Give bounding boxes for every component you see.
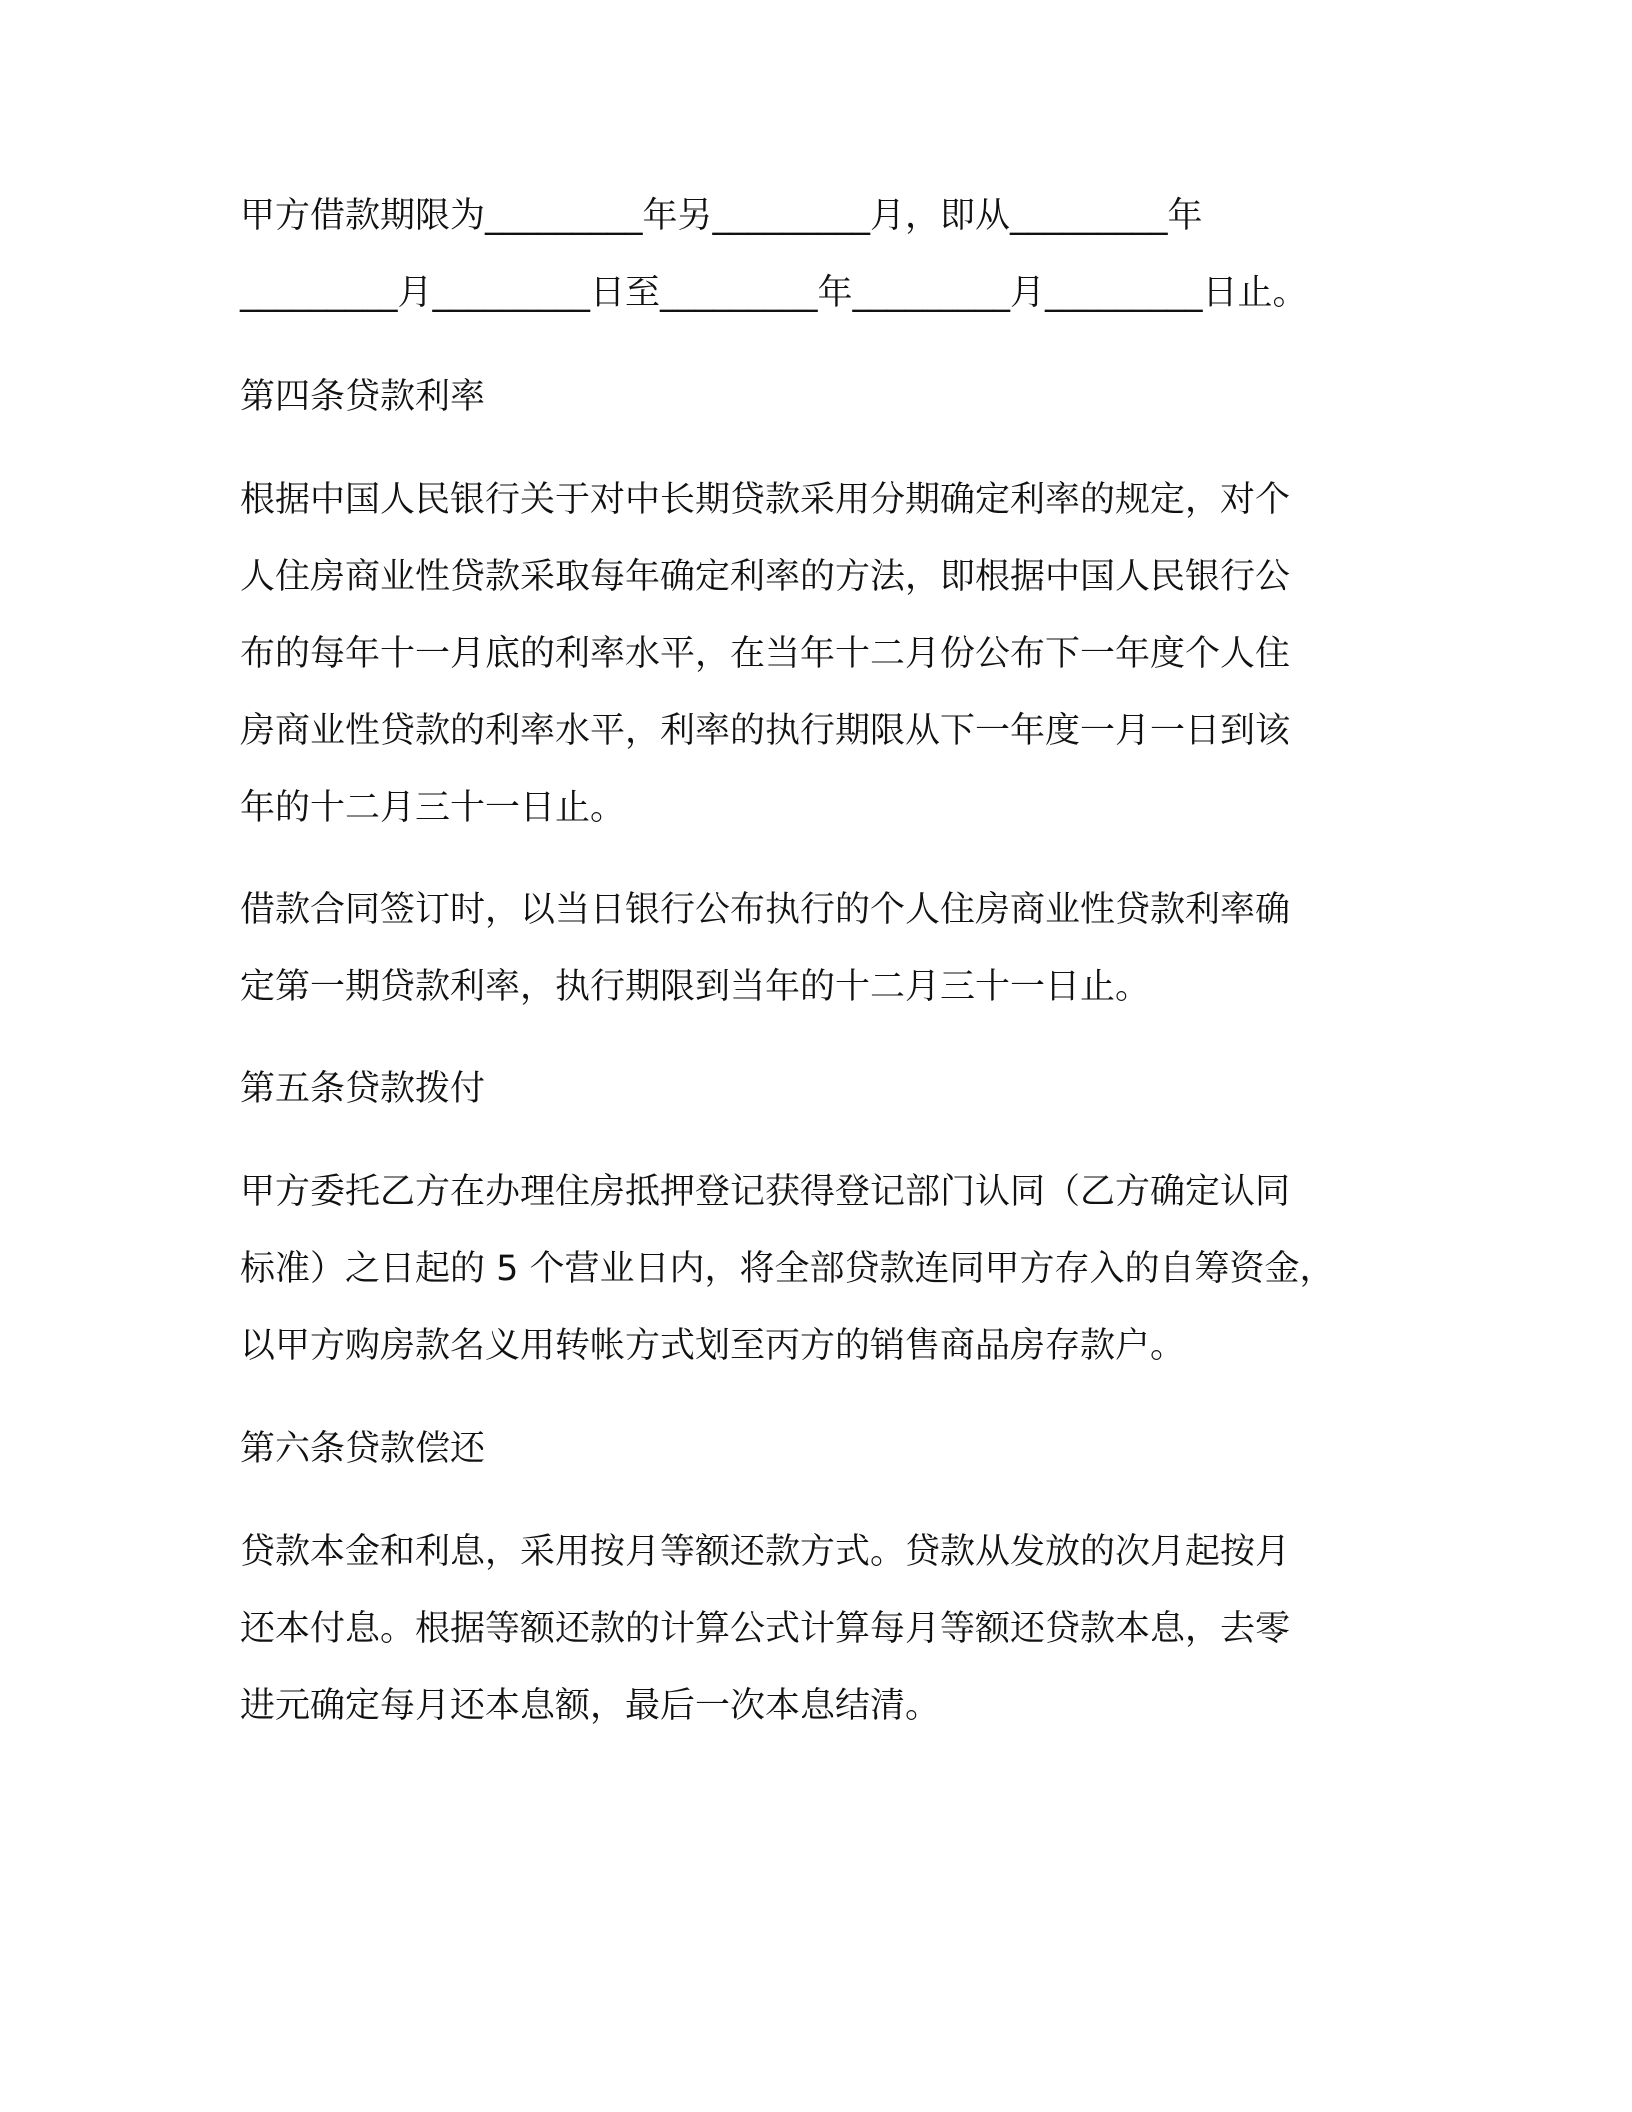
section-heading: 第五条贷款拨付: [240, 1069, 486, 1109]
paragraph-line: 甲方委托乙方在办理住房抵押登记获得登记部门认同（乙方确定认同: [240, 1172, 1291, 1212]
paragraph-line: 以甲方购房款名义用转帐方式划至丙方的销售商品房存款户。: [240, 1326, 1186, 1366]
paragraph-line: 人住房商业性贷款采取每年确定利率的方法，即根据中国人民银行公: [240, 557, 1291, 597]
article-5-heading: [240, 1051, 1420, 1128]
paragraph-line: 甲方借款期限为_________年另_________月，即从_________年: [240, 196, 1203, 236]
paragraph-line: 年的十二月三十一日止。: [240, 788, 626, 828]
loan-term-paragraph: [240, 178, 1420, 332]
paragraph-line: 借款合同签订时，以当日银行公布执行的个人住房商业性贷款利率确: [240, 890, 1291, 930]
paragraph-line: 定第一期贷款利率，执行期限到当年的十二月三十一日止。: [240, 967, 1151, 1007]
first-period-rate-paragraph: [240, 872, 1420, 1026]
paragraph-line: 进元确定每月还本息额，最后一次本息结清。: [240, 1686, 941, 1726]
article-4-heading: [240, 359, 1420, 436]
paragraph-line: 标准）之日起的 5 个营业日内，将全部贷款连同甲方存入的自筹资金，: [240, 1249, 1335, 1289]
paragraph-line: 房商业性贷款的利率水平，利率的执行期限从下一年度一月一日到该: [240, 711, 1291, 751]
paragraph-line: 贷款本金和利息，采用按月等额还款方式。贷款从发放的次月起按月: [240, 1532, 1291, 1572]
article-6-heading: [240, 1411, 1420, 1488]
section-heading: 第六条贷款偿还: [240, 1429, 486, 1469]
paragraph-line: _________月_________日至_________年_________月_________日止。: [240, 273, 1308, 313]
paragraph-line: 布的每年十一月底的利率水平，在当年十二月份公布下一年度个人住: [240, 634, 1291, 674]
paragraph-line: 根据中国人民银行关于对中长期贷款采用分期确定利率的规定，对个: [240, 480, 1291, 520]
repayment-paragraph: [240, 1514, 1420, 1745]
disbursement-paragraph: [240, 1154, 1420, 1385]
paragraph-line: 还本付息。根据等额还款的计算公式计算每月等额还贷款本息，去零: [240, 1609, 1291, 1649]
interest-rate-paragraph: [240, 462, 1420, 847]
section-heading: 第四条贷款利率: [240, 377, 486, 417]
